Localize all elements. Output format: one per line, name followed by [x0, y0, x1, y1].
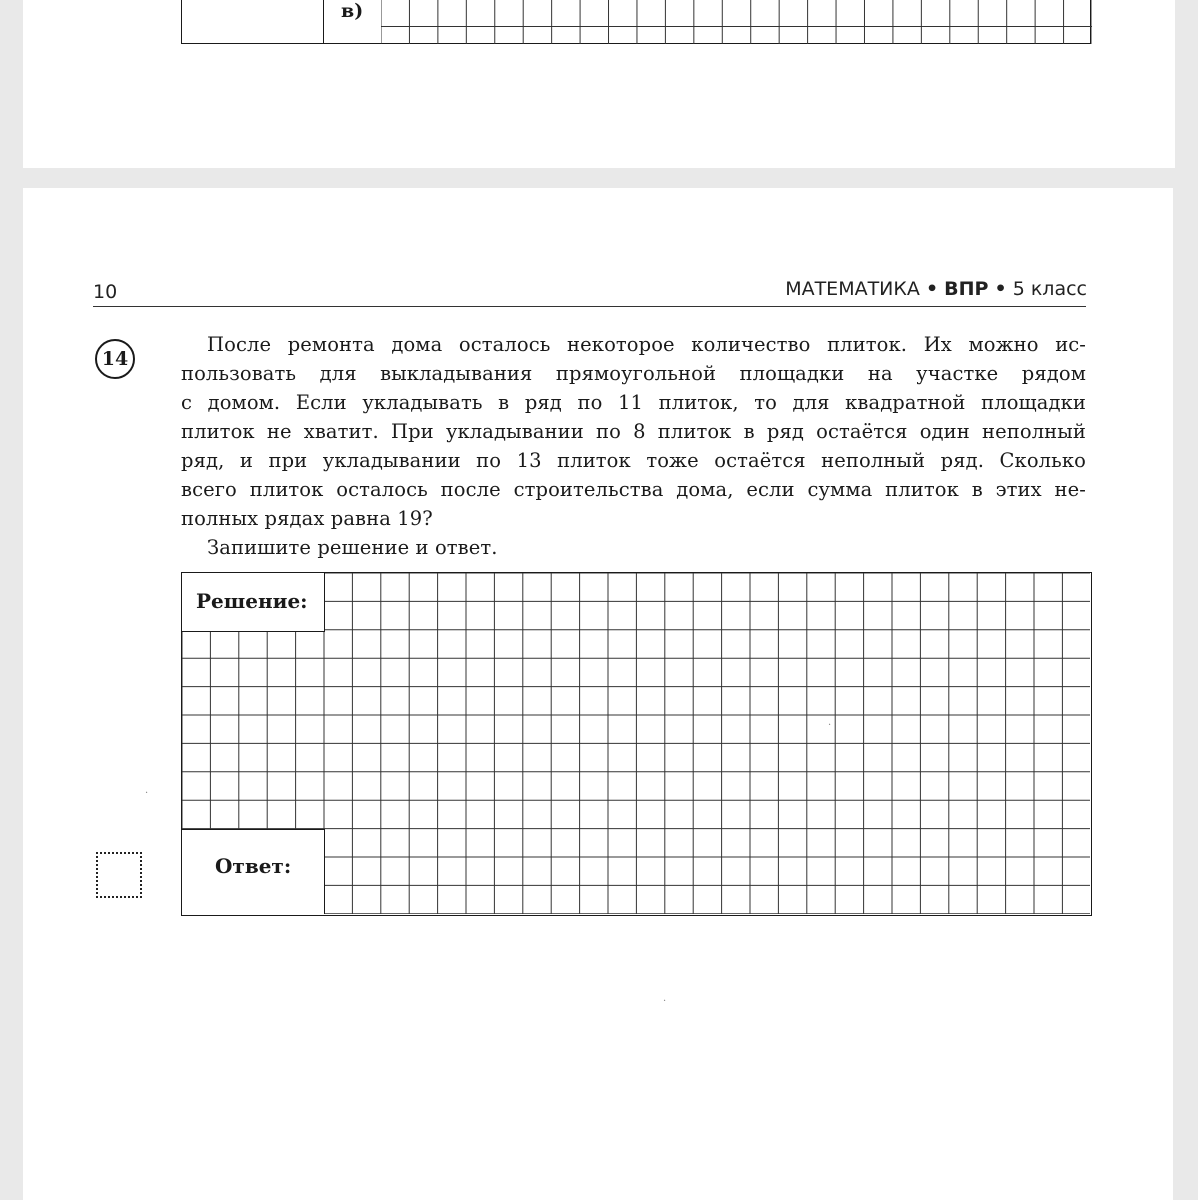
- scan-mark: ·: [828, 720, 832, 731]
- exam-name: ВПР: [944, 278, 989, 300]
- task-number-badge: 14: [95, 339, 135, 379]
- scan-mark: ·: [663, 996, 667, 1007]
- running-header: [785, 278, 1087, 300]
- subject-name: МАТЕМАТИКА: [785, 278, 920, 300]
- problem-line: с домом. Если укладывать в ряд по 11 плиток, то для квадратной площадки: [181, 391, 1086, 414]
- answer-label-cell: [182, 829, 325, 914]
- answer-label: Ответ:: [215, 854, 292, 878]
- previous-answer-grid[interactable]: [381, 0, 1092, 44]
- worksheet-page: [23, 188, 1173, 1200]
- problem-line: ряд, и при укладывании по 13 плиток тоже остаётся неполный ряд. Сколько: [181, 449, 1086, 472]
- header-rule: [93, 306, 1086, 307]
- solution-label: Решение:: [196, 589, 308, 613]
- row-label-v: в): [341, 0, 364, 22]
- previous-task-table: [181, 0, 1091, 44]
- previous-table-blank-cell: [182, 0, 324, 43]
- grade-label: 5 класс: [1012, 278, 1087, 300]
- previous-page-fragment: [23, 0, 1175, 168]
- scan-mark: ·: [145, 788, 149, 799]
- separator-dot: •: [925, 278, 939, 300]
- solution-label-cell: [182, 573, 325, 632]
- score-box[interactable]: [96, 852, 142, 898]
- previous-table-row-label: [325, 0, 381, 43]
- problem-line: полных рядах равна 19?: [181, 507, 433, 530]
- problem-line: всего плиток осталось после строительства дома, если сумма плиток в этих не-: [181, 478, 1086, 501]
- separator-dot-2: •: [994, 278, 1007, 300]
- instruction-text: Запишите решение и ответ.: [207, 536, 498, 559]
- page-number: 10: [93, 281, 118, 303]
- problem-line: плиток не хватит. При укладывании по 8 плиток в ряд остаётся один неполный: [181, 420, 1086, 443]
- problem-line: пользовать для выкладывания прямоугольной площадки на участке рядом: [181, 362, 1086, 385]
- answer-table: [181, 572, 1092, 916]
- problem-statement: [181, 330, 1086, 562]
- problem-line: После ремонта дома осталось некоторое количество плиток. Их можно ис-: [207, 333, 1086, 356]
